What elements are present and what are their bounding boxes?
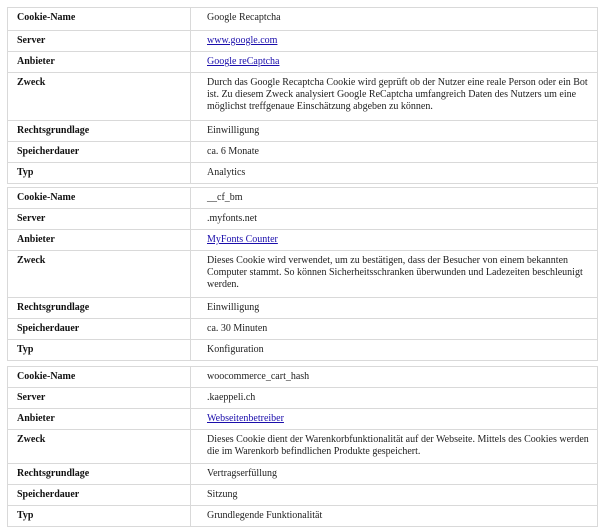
server-link[interactable]: www.google.com <box>207 35 278 46</box>
value-legal-basis: Einwilligung <box>191 298 598 319</box>
row-cookie-name <box>8 367 598 388</box>
value-storage-duration: ca. 30 Minuten <box>191 319 598 340</box>
value-provider <box>191 409 598 430</box>
row-server <box>8 388 598 409</box>
value-provider <box>191 230 598 251</box>
label-provider: Anbieter <box>8 230 191 251</box>
row-purpose <box>8 251 598 298</box>
label-legal-basis: Rechtsgrundlage <box>8 464 191 485</box>
value-purpose: Dieses Cookie dient der Warenkorbfunktionalität auf der Webseite. Mittels des Cookies werden die im Warenkorb befindlichen Produkte gespeichert. <box>191 430 598 464</box>
label-provider: Anbieter <box>8 52 191 73</box>
value-purpose: Durch das Google Recaptcha Cookie wird geprüft ob der Nutzer eine reale Person oder ein Bot ist. Zu diesem Zweck analysiert Google ReCaptcha umfangreich Daten des Nutzers um eine möglichst treffgenaue Einschätzung abgeben zu können. <box>191 73 598 121</box>
label-legal-basis: Rechtsgrundlage <box>8 121 191 142</box>
label-cookie-name: Cookie-Name <box>8 188 191 209</box>
value-type: Konfiguration <box>191 340 598 361</box>
row-cookie-name <box>8 8 598 31</box>
label-purpose: Zweck <box>8 430 191 464</box>
label-purpose: Zweck <box>8 73 191 121</box>
row-server <box>8 209 598 230</box>
provider-link[interactable]: Webseitenbetreiber <box>207 413 284 424</box>
label-type: Typ <box>8 506 191 527</box>
value-cookie-name: Google Recaptcha <box>191 8 598 31</box>
value-type: Analytics <box>191 163 598 184</box>
value-storage-duration: ca. 6 Monate <box>191 142 598 163</box>
value-provider <box>191 52 598 73</box>
cookie-table-cf-bm <box>7 187 598 361</box>
value-cookie-name: woocommerce_cart_hash <box>191 367 598 388</box>
value-legal-basis: Einwilligung <box>191 121 598 142</box>
cookie-table-woocommerce-cart-hash <box>7 366 598 527</box>
cookie-table-google-recaptcha <box>7 7 598 184</box>
label-provider: Anbieter <box>8 409 191 430</box>
label-type: Typ <box>8 340 191 361</box>
row-provider <box>8 230 598 251</box>
value-cookie-name: __cf_bm <box>191 188 598 209</box>
row-purpose <box>8 73 598 121</box>
provider-link[interactable]: Google reCaptcha <box>207 56 280 67</box>
row-purpose <box>8 430 598 464</box>
label-server: Server <box>8 31 191 52</box>
value-server: .myfonts.net <box>191 209 598 230</box>
label-storage-duration: Speicherdauer <box>8 319 191 340</box>
row-server <box>8 31 598 52</box>
row-storage-duration <box>8 319 598 340</box>
label-cookie-name: Cookie-Name <box>8 8 191 31</box>
value-legal-basis: Vertragserfüllung <box>191 464 598 485</box>
row-legal-basis <box>8 464 598 485</box>
label-purpose: Zweck <box>8 251 191 298</box>
label-storage-duration: Speicherdauer <box>8 485 191 506</box>
row-type <box>8 340 598 361</box>
value-type: Grundlegende Funktionalität <box>191 506 598 527</box>
value-storage-duration: Sitzung <box>191 485 598 506</box>
value-purpose: Dieses Cookie wird verwendet, um zu bestätigen, dass der Besucher von einem bekannten Computer stammt. So können Sicherheitsschranken überwunden und Ladezeiten beschleunigt werden. <box>191 251 598 298</box>
row-storage-duration <box>8 485 598 506</box>
row-type <box>8 506 598 527</box>
label-server: Server <box>8 388 191 409</box>
row-cookie-name <box>8 188 598 209</box>
row-legal-basis <box>8 298 598 319</box>
label-server: Server <box>8 209 191 230</box>
row-provider <box>8 409 598 430</box>
row-type <box>8 163 598 184</box>
value-server: .kaeppeli.ch <box>191 388 598 409</box>
row-provider <box>8 52 598 73</box>
label-storage-duration: Speicherdauer <box>8 142 191 163</box>
label-type: Typ <box>8 163 191 184</box>
label-cookie-name: Cookie-Name <box>8 367 191 388</box>
row-storage-duration <box>8 142 598 163</box>
provider-link[interactable]: MyFonts Counter <box>207 234 278 245</box>
row-legal-basis <box>8 121 598 142</box>
value-server <box>191 31 598 52</box>
label-legal-basis: Rechtsgrundlage <box>8 298 191 319</box>
